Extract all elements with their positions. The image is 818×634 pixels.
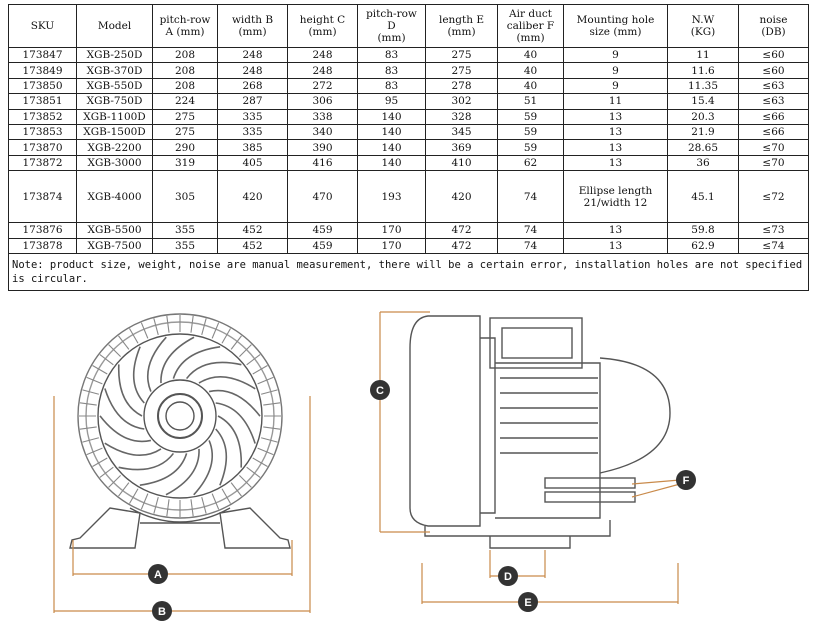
front-view-diagram (40, 308, 330, 628)
cell-width-b: 452 (218, 223, 288, 238)
housing-fin (263, 427, 280, 429)
header-model: Model (77, 5, 153, 48)
cell-noise: ≤66 (739, 124, 809, 139)
table-row (9, 94, 809, 109)
cell-sku: 173878 (9, 238, 77, 253)
cell-pitch-row-a: 355 (153, 238, 218, 253)
cell-width-b: 287 (218, 94, 288, 109)
cell-noise: ≤73 (739, 223, 809, 238)
cell-length-e: 328 (426, 109, 498, 124)
cell-length-e: 345 (426, 124, 498, 139)
cell-model: XGB-3000 (77, 155, 153, 170)
cell-mounting-hole: 11 (564, 94, 668, 109)
cell-pitch-row-a: 275 (153, 109, 218, 124)
badge-d-label: D (504, 571, 512, 583)
cell-pitch-row-a: 305 (153, 171, 218, 223)
housing-fin (167, 316, 169, 333)
cell-height-c: 416 (288, 155, 358, 170)
cell-sku: 173872 (9, 155, 77, 170)
header-mounting-hole: Mounting hole size (mm) (564, 5, 668, 48)
cell-nw: 11 (668, 48, 739, 63)
side-view-diagram (370, 308, 700, 628)
cell-length-e: 472 (426, 238, 498, 253)
cell-pitch-row-d: 193 (358, 171, 426, 223)
cell-air-duct-f: 40 (498, 48, 564, 63)
housing-fin (154, 497, 158, 513)
header-pitch-row-d: pitch-row D (mm) (358, 5, 426, 48)
cell-width-b: 248 (218, 63, 288, 78)
cell-nw: 62.9 (668, 238, 739, 253)
cell-width-b: 335 (218, 124, 288, 139)
cell-nw: 59.8 (668, 223, 739, 238)
cell-pitch-row-d: 170 (358, 238, 426, 253)
cell-height-c: 272 (288, 78, 358, 93)
cell-pitch-row-a: 290 (153, 140, 218, 155)
cell-mounting-hole: 9 (564, 63, 668, 78)
table-row (9, 238, 809, 253)
cell-width-b: 335 (218, 109, 288, 124)
cell-height-c: 338 (288, 109, 358, 124)
cell-pitch-row-d: 140 (358, 124, 426, 139)
cell-model: XGB-750D (77, 94, 153, 109)
cell-nw: 21.9 (668, 124, 739, 139)
cell-height-c: 459 (288, 238, 358, 253)
dimension-badge-a (148, 564, 168, 584)
cell-model: XGB-550D (77, 78, 153, 93)
spec-table (8, 4, 809, 291)
cell-length-e: 278 (426, 78, 498, 93)
cell-nw: 28.65 (668, 140, 739, 155)
cell-pitch-row-a: 355 (153, 223, 218, 238)
cell-width-b: 420 (218, 171, 288, 223)
cell-width-b: 268 (218, 78, 288, 93)
cell-noise: ≤63 (739, 78, 809, 93)
cell-mounting-hole: 13 (564, 109, 668, 124)
cell-nw: 20.3 (668, 109, 739, 124)
badge-a-label: A (154, 569, 162, 581)
impeller-blade (218, 416, 241, 468)
cell-width-b: 385 (218, 140, 288, 155)
header-pitch-row-a: pitch-row A (mm) (153, 5, 218, 48)
cell-noise: ≤70 (739, 155, 809, 170)
cell-length-e: 369 (426, 140, 498, 155)
cell-nw: 36 (668, 155, 739, 170)
cell-model: XGB-1500D (77, 124, 153, 139)
cell-mounting-hole: 9 (564, 48, 668, 63)
housing-fin (80, 403, 97, 405)
housing-fin (82, 390, 98, 394)
cell-pitch-row-a: 208 (153, 48, 218, 63)
table-row (9, 171, 809, 223)
cell-noise: ≤72 (739, 171, 809, 223)
cell-pitch-row-a: 319 (153, 155, 218, 170)
table-row (9, 78, 809, 93)
impeller-blade (119, 453, 174, 469)
cell-model: XGB-250D (77, 48, 153, 63)
cell-air-duct-f: 74 (498, 171, 564, 223)
housing-fin (261, 390, 277, 394)
cell-sku: 173852 (9, 109, 77, 124)
cell-length-e: 410 (426, 155, 498, 170)
cell-mounting-hole: 9 (564, 78, 668, 93)
cell-mounting-hole: 13 (564, 140, 668, 155)
cell-sku: 173870 (9, 140, 77, 155)
impeller-blade (105, 443, 161, 455)
cell-sku: 173847 (9, 48, 77, 63)
cell-sku: 173853 (9, 124, 77, 139)
cell-sku: 173876 (9, 223, 77, 238)
cell-height-c: 340 (288, 124, 358, 139)
header-noise: noise (DB) (739, 5, 809, 48)
cell-height-c: 390 (288, 140, 358, 155)
dimension-badge-d (498, 566, 518, 586)
dimension-badge-f (676, 470, 696, 490)
header-width-b: width B (mm) (218, 5, 288, 48)
cell-nw: 11.6 (668, 63, 739, 78)
cell-height-c: 306 (288, 94, 358, 109)
cell-sku: 173874 (9, 171, 77, 223)
cell-noise: ≤74 (739, 238, 809, 253)
cell-air-duct-f: 74 (498, 223, 564, 238)
cell-air-duct-f: 40 (498, 78, 564, 93)
housing-fin (80, 427, 97, 429)
table-row (9, 140, 809, 155)
cell-width-b: 405 (218, 155, 288, 170)
cell-air-duct-f: 74 (498, 238, 564, 253)
cell-width-b: 248 (218, 48, 288, 63)
badge-e-label: E (524, 597, 532, 609)
cell-height-c: 459 (288, 223, 358, 238)
cell-pitch-row-a: 224 (153, 94, 218, 109)
badge-c-label: C (376, 385, 384, 397)
cell-air-duct-f: 59 (498, 124, 564, 139)
cell-noise: ≤60 (739, 48, 809, 63)
impeller-blade (187, 362, 242, 378)
housing-fin (167, 499, 169, 516)
cell-model: XGB-4000 (77, 171, 153, 223)
header-sku: SKU (9, 5, 77, 48)
note-row (9, 254, 809, 291)
cell-pitch-row-a: 208 (153, 63, 218, 78)
cell-length-e: 420 (426, 171, 498, 223)
header-height-c: height C (mm) (288, 5, 358, 48)
cell-noise: ≤63 (739, 94, 809, 109)
cell-nw: 15.4 (668, 94, 739, 109)
housing-fin (191, 499, 193, 516)
cell-model: XGB-370D (77, 63, 153, 78)
impeller-blade (119, 364, 142, 416)
cell-noise: ≤66 (739, 109, 809, 124)
housing-fin (202, 497, 206, 513)
housing-fin (263, 403, 280, 405)
cell-air-duct-f: 40 (498, 63, 564, 78)
table-row (9, 63, 809, 78)
dimension-badge-e (518, 592, 538, 612)
cell-pitch-row-d: 140 (358, 140, 426, 155)
housing-fin (109, 345, 121, 357)
cell-length-e: 472 (426, 223, 498, 238)
housing-fin (154, 318, 158, 334)
housing-fin (261, 438, 277, 442)
cell-model: XGB-1100D (77, 109, 153, 124)
cell-mounting-hole: 13 (564, 223, 668, 238)
cell-nw: 11.35 (668, 78, 739, 93)
cell-height-c: 248 (288, 48, 358, 63)
cell-pitch-row-d: 83 (358, 48, 426, 63)
cell-mounting-hole: 13 (564, 238, 668, 253)
cell-noise: ≤70 (739, 140, 809, 155)
housing-fin (202, 318, 206, 334)
cell-pitch-row-a: 208 (153, 78, 218, 93)
cell-pitch-row-d: 95 (358, 94, 426, 109)
cell-model: XGB-2200 (77, 140, 153, 155)
cell-mounting-hole: Ellipse length 21/width 12 (564, 171, 668, 223)
spec-table-body (9, 48, 809, 254)
cell-nw: 45.1 (668, 171, 739, 223)
housing-fin (109, 475, 121, 487)
table-row (9, 155, 809, 170)
housing-fin (191, 316, 193, 333)
cell-height-c: 248 (288, 63, 358, 78)
cell-pitch-row-d: 140 (358, 109, 426, 124)
cell-pitch-row-d: 140 (358, 155, 426, 170)
housing-fin (239, 345, 251, 357)
cell-pitch-row-d: 83 (358, 78, 426, 93)
header-row (9, 5, 809, 48)
cell-model: XGB-5500 (77, 223, 153, 238)
table-row (9, 48, 809, 63)
note-text: Note: product size, weight, noise are manual measurement, there will be a certain error, installation holes are not specified is circular. (9, 254, 809, 291)
cell-mounting-hole: 13 (564, 155, 668, 170)
cell-noise: ≤60 (739, 63, 809, 78)
cell-length-e: 302 (426, 94, 498, 109)
cell-length-e: 275 (426, 63, 498, 78)
table-row (9, 109, 809, 124)
housing-fin (239, 475, 251, 487)
dimension-badge-c (370, 380, 390, 400)
cell-pitch-row-d: 170 (358, 223, 426, 238)
cell-air-duct-f: 59 (498, 140, 564, 155)
cell-air-duct-f: 62 (498, 155, 564, 170)
impeller-blade (216, 429, 227, 485)
header-nw: N.W (KG) (668, 5, 739, 48)
cell-air-duct-f: 51 (498, 94, 564, 109)
cell-model: XGB-7500 (77, 238, 153, 253)
dimension-badge-b (152, 601, 172, 621)
cell-height-c: 470 (288, 171, 358, 223)
cell-width-b: 452 (218, 238, 288, 253)
cell-length-e: 275 (426, 48, 498, 63)
cell-sku: 173851 (9, 94, 77, 109)
cell-sku: 173849 (9, 63, 77, 78)
cell-pitch-row-d: 83 (358, 63, 426, 78)
impeller-blade (199, 377, 255, 389)
table-row (9, 223, 809, 238)
header-length-e: length E (mm) (426, 5, 498, 48)
cell-pitch-row-a: 275 (153, 124, 218, 139)
housing-fin (82, 438, 98, 442)
badge-b-label: B (158, 606, 166, 618)
cell-air-duct-f: 59 (498, 109, 564, 124)
cell-sku: 173850 (9, 78, 77, 93)
impeller-blade (134, 347, 145, 403)
cell-mounting-hole: 13 (564, 124, 668, 139)
header-air-duct-f: Air duct caliber F (mm) (498, 5, 564, 48)
table-row (9, 124, 809, 139)
badge-f-label: F (682, 475, 690, 487)
